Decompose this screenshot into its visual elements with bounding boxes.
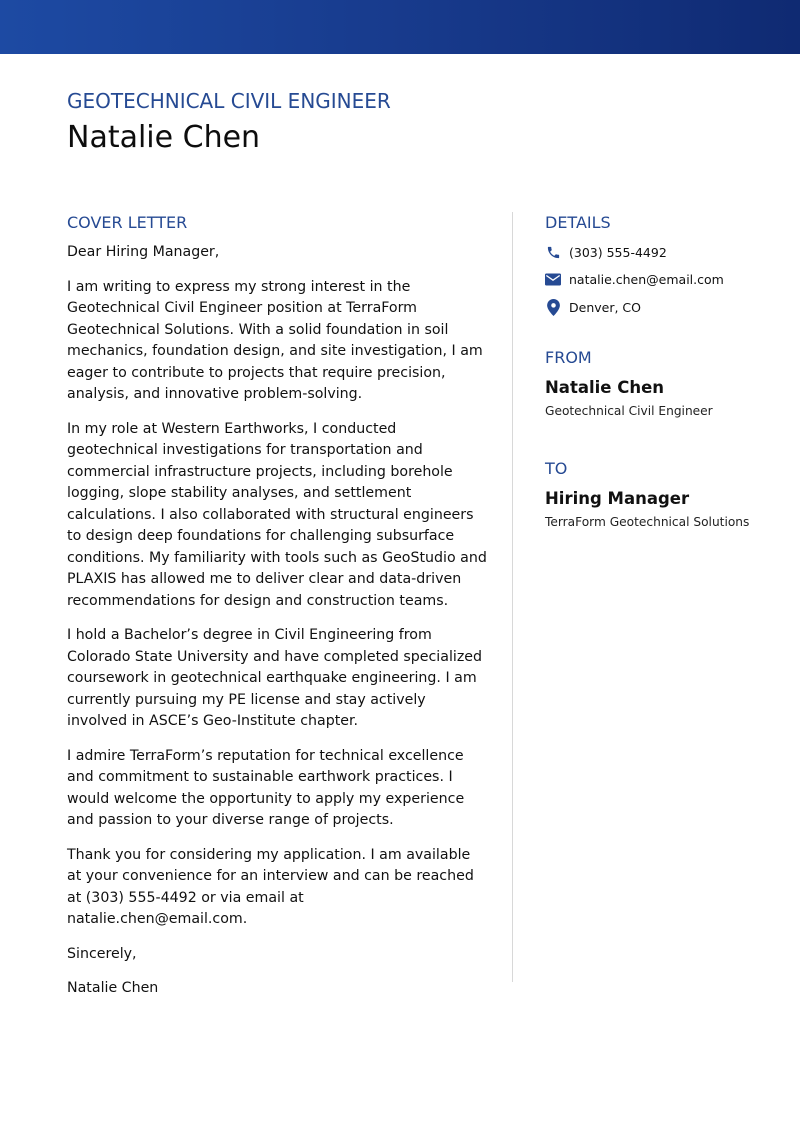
from-name: Natalie Chen	[545, 378, 665, 397]
from-heading: FROM	[545, 348, 592, 367]
detail-email	[545, 270, 755, 290]
phone-icon	[545, 244, 561, 260]
letter-body	[67, 242, 487, 1000]
letter-paragraph-2: In my role at Western Earthworks, I conducted geotechnical investigations for transportation and commercial infrastructure projects, including borehole logging, slope stability analyses, and settlement calculations. I also collaborated with structural engineers to design deep foundations for challenging subsurface conditions. My familiarity with tools such as GeoStudio and PLAXIS has allowed me to deliver clear and data-driven recommendations for design and construction teams.	[67, 420, 487, 609]
page-header	[67, 88, 747, 158]
job-title: GEOTECHNICAL CIVIL ENGINEER	[67, 89, 391, 113]
closing: Sincerely,	[67, 945, 137, 962]
cover-letter-heading: COVER LETTER	[67, 213, 188, 232]
location-text: Denver, CO	[569, 299, 641, 315]
to-name: Hiring Manager	[545, 488, 690, 508]
phone-number[interactable]: (303) 555-4492	[569, 244, 667, 260]
salutation: Dear Hiring Manager,	[67, 244, 220, 260]
detail-location	[545, 297, 755, 317]
to-heading: TO	[545, 458, 568, 478]
from-title: Geotechnical Civil Engineer	[545, 404, 713, 418]
letter-paragraph-3: I hold a Bachelor’s degree in Civil Engineering from Colorado State University and have completed specialized coursework in geotechnical earthquake engineering. I am currently pursuing my PE license and stay actively involved in ASCE’s Geo-Institute chapter.	[67, 627, 483, 729]
sidebar	[545, 212, 755, 568]
cover-letter-section	[67, 212, 487, 1013]
details-heading: DETAILS	[545, 213, 611, 232]
letter-paragraph-5: Thank you for considering my application. I am available at your convenience for an interview and can be reached at (303) 555-4492 or via email at natalie.chen@email.com.	[67, 846, 474, 927]
envelope-icon	[545, 272, 561, 288]
details-list	[545, 242, 755, 317]
applicant-name: Natalie Chen	[67, 120, 261, 155]
column-divider	[512, 212, 513, 982]
letter-paragraph-1: I am writing to express my strong interest in the Geotechnical Civil Engineer position at TerraForm Geotechnical Solutions. With a solid foundation in soil mechanics, foundation design, and site investigation, I am eager to contribute to projects that require precision, analysis, and innovative problem-solving.	[67, 278, 483, 402]
detail-phone	[545, 242, 755, 262]
header-banner	[0, 0, 800, 54]
to-company: TerraForm Geotechnical Solutions	[545, 514, 750, 529]
signature: Natalie Chen	[67, 980, 159, 996]
email-address[interactable]: natalie.chen@email.com	[569, 272, 724, 287]
map-pin-icon	[545, 299, 561, 315]
letter-paragraph-4: I admire TerraForm’s reputation for technical excellence and commitment to sustainable earthwork practices. I would welcome the opportunity to apply my experience and passion to your diverse range of projects.	[67, 747, 465, 828]
